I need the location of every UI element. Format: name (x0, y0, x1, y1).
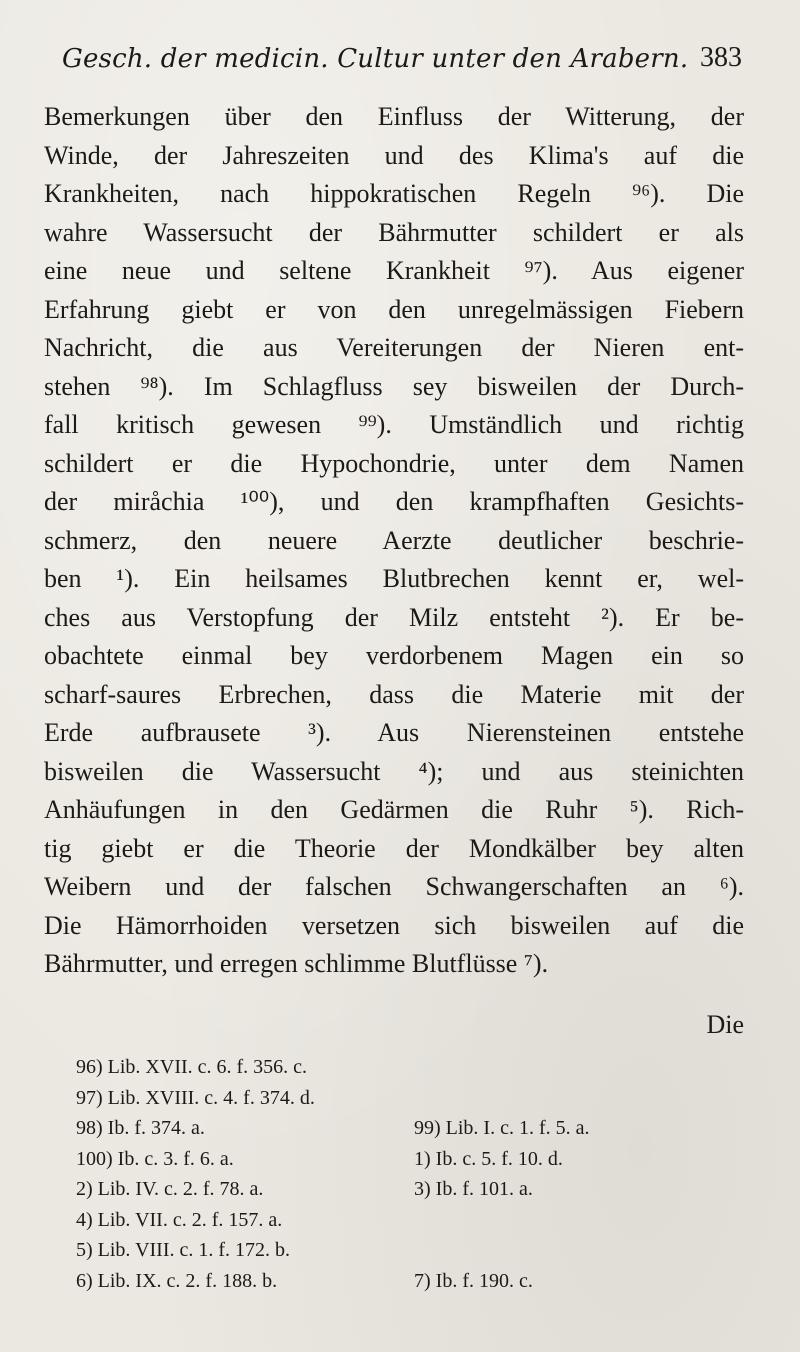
footnote: 7) Ib. f. 190. c. (414, 1269, 533, 1292)
text-line: ches aus Verstopfung der Milz entsteht ²). Er be- (44, 602, 744, 632)
footnote: 97) Lib. XVIII. c. 4. f. 374. d. (76, 1086, 315, 1109)
footnote-row (76, 1144, 716, 1175)
footnote: 100) Ib. c. 3. f. 6. a. (76, 1147, 234, 1170)
page-number: 383 (700, 42, 742, 73)
footnote-row (76, 1235, 716, 1266)
footnote: 2) Lib. IV. c. 2. f. 78. a. (76, 1178, 264, 1200)
footnote-row (76, 1174, 716, 1205)
footnote: 99) Lib. I. c. 1. f. 5. a. (414, 1117, 590, 1139)
text-line: bisweilen die Wassersucht ⁴); und aus steinichten (44, 756, 744, 786)
running-head-title: Gesch. der medicin. Cultur unter den Arabern. (62, 44, 689, 74)
text-line: obachtete einmal bey verdorbenem Magen ein so (44, 641, 744, 670)
text-line: schmerz, den neuere Aerzte deutlicher beschrie- (44, 525, 744, 555)
text-line: schildert er die Hypochondrie, unter dem Namen (44, 448, 744, 478)
footnote: 6) Lib. IX. c. 2. f. 188. b. (76, 1269, 278, 1292)
footnote-row (76, 1052, 716, 1083)
body-text (44, 98, 744, 984)
text-line: ben ¹). Ein heilsames Blutbrechen kennt er, wel- (44, 564, 744, 593)
text-line: der miråchia ¹⁰⁰), und den krampfhaften Gesichts- (44, 487, 744, 516)
text-line: Anhäufungen in den Gedärmen die Ruhr ⁵). Rich- (44, 795, 744, 824)
footnote-row (76, 1083, 716, 1114)
text-line: fall kritisch gewesen ⁹⁹). Umständlich und richtig (44, 410, 744, 439)
text-line: Bemerkungen über den Einfluss der Witterung, der (44, 102, 744, 131)
footnote: 96) Lib. XVII. c. 6. f. 356. c. (76, 1056, 308, 1078)
footnotes (76, 1052, 716, 1296)
footnote-row (76, 1266, 716, 1297)
footnote: 4) Lib. VII. c. 2. f. 157. a. (76, 1208, 283, 1231)
text-line: stehen ⁹⁸). Im Schlagfluss sey bisweilen der Durch- (44, 371, 744, 401)
text-line: Krankheiten, nach hippokratischen Regeln ⁹⁶). Die (44, 179, 744, 208)
text-line: tig giebt er die Theorie der Mondkälber bey alten (44, 833, 744, 863)
text-line: eine neue und seltene Krankheit ⁹⁷). Aus eigener (44, 256, 744, 285)
text-line: Weibern und der falschen Schwangerschaften an ⁶). (44, 872, 744, 901)
footnote-row (76, 1205, 716, 1236)
text-line: wahre Wassersucht der Bährmutter schildert er als (44, 217, 744, 247)
text-line: Erfahrung giebt er von den unregelmässigen Fiebern (44, 294, 744, 324)
text-line: scharf-saures Erbrechen, dass die Materie mit der (44, 679, 744, 709)
text-line: Winde, der Jahreszeiten und des Klima's auf die (44, 140, 744, 170)
text-line: Bährmutter, und erregen schlimme Blutflüsse ⁷). (44, 949, 549, 978)
footnote-row (76, 1113, 716, 1144)
text-line: Erde aufbrausete ³). Aus Nierensteinen entstehe (44, 718, 744, 747)
text-line: Die Hämorrhoiden versetzen sich bisweilen auf die (44, 910, 744, 940)
footnote: 1) Ib. c. 5. f. 10. d. (414, 1147, 563, 1170)
catchword: Die (706, 1010, 744, 1039)
footnote: 5) Lib. VIII. c. 1. f. 172. b. (76, 1239, 291, 1261)
footnote: 98) Ib. f. 374. a. (76, 1117, 205, 1139)
running-head (62, 40, 742, 84)
text-line: Nachricht, die aus Vereiterungen der Nieren ent- (44, 333, 744, 362)
footnote: 3) Ib. f. 101. a. (414, 1178, 533, 1200)
